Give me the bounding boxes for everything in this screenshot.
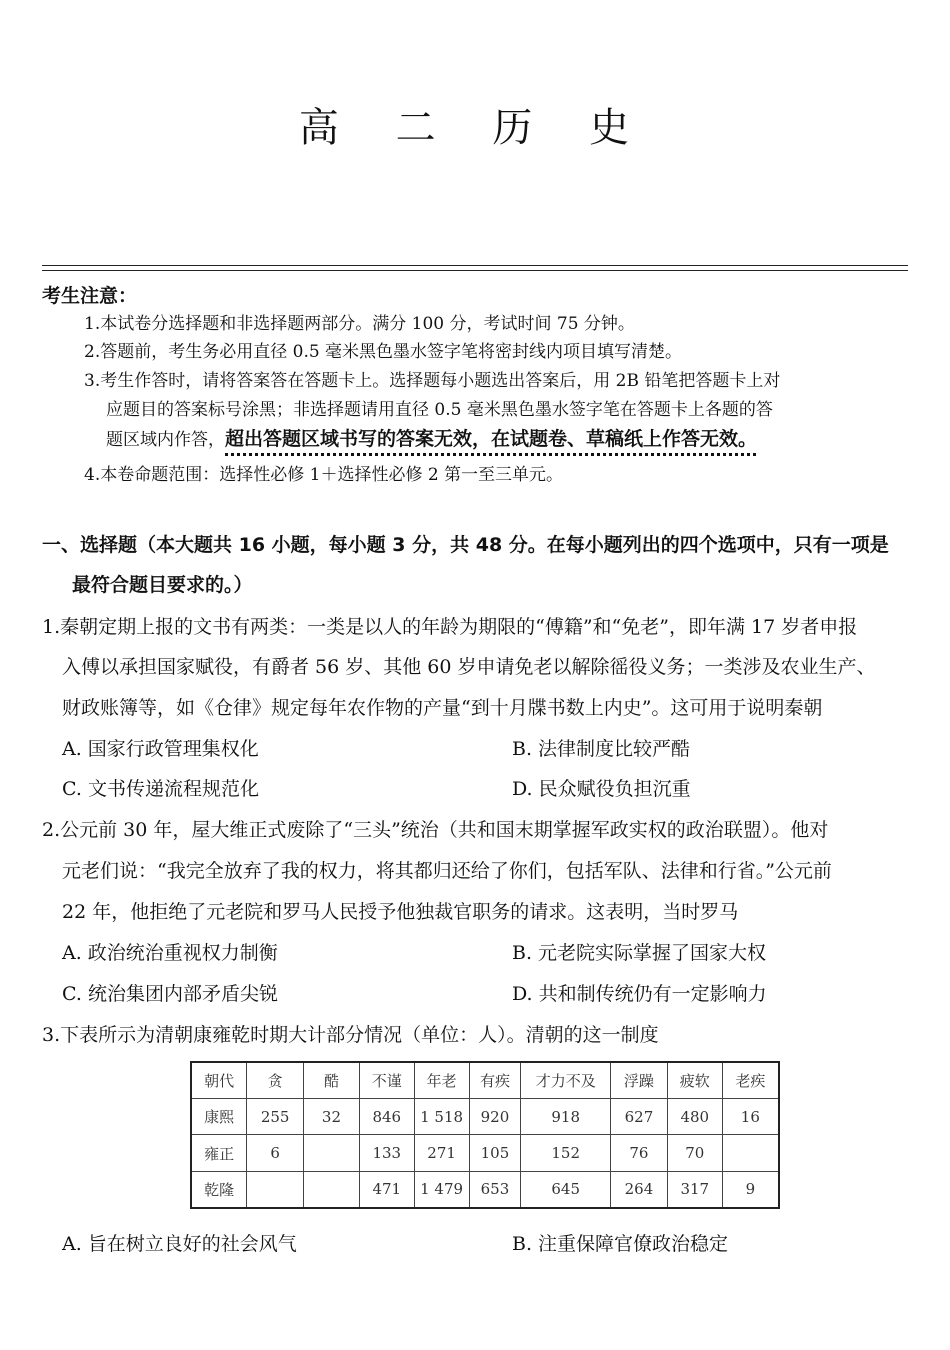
table-row: [191, 1099, 779, 1135]
q2-option-c: C. 统治集团内部矛盾尖锐: [62, 983, 278, 1005]
table-header-cell: 才力不及: [521, 1062, 611, 1099]
table-cell: 471: [359, 1171, 414, 1208]
notice-emphasis: 超出答题区域书写的答案无效，在试题卷、草稿纸上作答无效。: [225, 428, 758, 450]
q2-stem-line-1: 2.公元前 30 年，屋大维正式废除了“三头”统治（共和国末期掌握军政实权的政治联盟）。他对: [42, 819, 829, 841]
table-cell: [304, 1135, 360, 1171]
table-cell: 76: [611, 1135, 668, 1171]
q1-option-a: A. 国家行政管理集权化: [62, 738, 259, 760]
table-cell: 康熙: [191, 1099, 247, 1135]
notice-line-1: 1.本试卷分选择题和非选择题两部分。满分 100 分，考试时间 75 分钟。: [84, 314, 635, 334]
q3-option-a: A. 旨在树立良好的社会风气: [62, 1233, 297, 1255]
q1-option-d: D. 民众赋役负担沉重: [512, 778, 691, 800]
table-cell: 645: [521, 1171, 611, 1208]
table-header-cell: 酷: [304, 1062, 360, 1099]
table-row: [191, 1135, 779, 1171]
table-header-cell: 老疾: [722, 1062, 779, 1099]
table-cell: 264: [611, 1171, 668, 1208]
table-cell: 255: [247, 1099, 304, 1135]
table-cell: [304, 1171, 360, 1208]
notice-line-3-cont-2: [106, 428, 757, 451]
table-cell: 918: [521, 1099, 611, 1135]
table-cell: 627: [611, 1099, 668, 1135]
table-cell: 1 518: [414, 1099, 469, 1135]
table-cell: 70: [667, 1135, 722, 1171]
table-cell: 16: [722, 1099, 779, 1135]
q3-option-b: B. 注重保障官僚政治稳定: [512, 1233, 729, 1255]
notice-line-4: 4.本卷命题范围：选择性必修 1＋选择性必修 2 第一至三单元。: [84, 465, 564, 485]
table-header-cell: 贪: [247, 1062, 304, 1099]
table-header-cell: 浮躁: [611, 1062, 668, 1099]
section-heading: 一、选择题（本大题共 16 小题，每小题 3 分，共 48 分。在每小题列出的四个选项中，只有一项是: [42, 534, 889, 556]
table-header-row: [191, 1062, 779, 1099]
header-rule-top: [42, 265, 908, 266]
q2-option-d: D. 共和制传统仍有一定影响力: [512, 983, 767, 1005]
table-cell: 480: [667, 1099, 722, 1135]
q1-option-c: C. 文书传递流程规范化: [62, 778, 259, 800]
table-header-cell: 年老: [414, 1062, 469, 1099]
table-cell: [247, 1171, 304, 1208]
table-cell: 雍正: [191, 1135, 247, 1171]
q1-option-b: B. 法律制度比较严酷: [512, 738, 691, 760]
q2-stem-line-2: 元老们说：“我完全放弃了我的权力，将其都归还给了你们，包括军队、法律和行省。”公元前: [62, 860, 832, 882]
table-header-cell: 有疾: [469, 1062, 521, 1099]
q2-option-b: B. 元老院实际掌握了国家大权: [512, 942, 767, 964]
notice-line-3-cont: 应题目的答案标号涂黑；非选择题请用直径 0.5 毫米黑色墨水签字笔在答题卡上各题的答: [106, 400, 773, 420]
table-cell: 9: [722, 1171, 779, 1208]
notice-line-2: 2.答题前，考生务必用直径 0.5 毫米黑色墨水签字笔将密封线内项目填写清楚。: [84, 342, 683, 362]
q2-option-a: A. 政治统治重视权力制衡: [62, 942, 278, 964]
table-header-cell: 朝代: [191, 1062, 247, 1099]
q1-stem-line-1: 1.秦朝定期上报的文书有两类：一类是以人的年龄为期限的“傅籍”和“免老”，即年满 17 岁者申报: [42, 616, 858, 638]
table-cell: 846: [359, 1099, 414, 1135]
table-row: [191, 1171, 779, 1208]
table-cell: 271: [414, 1135, 469, 1171]
table-cell: 乾隆: [191, 1171, 247, 1208]
table-cell: 152: [521, 1135, 611, 1171]
table-cell: [722, 1135, 779, 1171]
q3-data-table: [190, 1061, 780, 1209]
header-rule-bottom: [42, 270, 908, 271]
notice-line-3-tail: 题区域内作答，: [106, 430, 225, 450]
q1-stem-line-2: 入傅以承担国家赋役，有爵者 56 岁、其他 60 岁申请免老以解除徭役义务；一类涉及农业生产、: [62, 656, 876, 678]
q2-stem-line-3: 22 年，他拒绝了元老院和罗马人民授予他独裁官职务的请求。这表明，当时罗马: [62, 901, 739, 923]
table-cell: 6: [247, 1135, 304, 1171]
section-heading-cont: 最符合题目要求的。）: [72, 574, 253, 596]
table-cell: 317: [667, 1171, 722, 1208]
page-title: 高 二 历 史: [298, 105, 652, 151]
table-cell: 920: [469, 1099, 521, 1135]
table-cell: 105: [469, 1135, 521, 1171]
table-cell: 32: [304, 1099, 360, 1135]
table-cell: 1 479: [414, 1171, 469, 1208]
q3-stem: 3.下表所示为清朝康雍乾时期大计部分情况（单位：人）。清朝的这一制度: [42, 1024, 659, 1046]
notice-heading: 考生注意：: [42, 285, 138, 307]
table-header-cell: 不谨: [359, 1062, 414, 1099]
notice-line-3: 3.考生作答时，请将答案答在答题卡上。选择题每小题选出答案后，用 2B 铅笔把答题卡上对: [84, 371, 781, 391]
table-header-cell: 疲软: [667, 1062, 722, 1099]
table-cell: 133: [359, 1135, 414, 1171]
q1-stem-line-3: 财政账簿等，如《仓律》规定每年农作物的产量“到十月牒书数上内史”。这可用于说明秦朝: [62, 697, 823, 719]
table-cell: 653: [469, 1171, 521, 1208]
